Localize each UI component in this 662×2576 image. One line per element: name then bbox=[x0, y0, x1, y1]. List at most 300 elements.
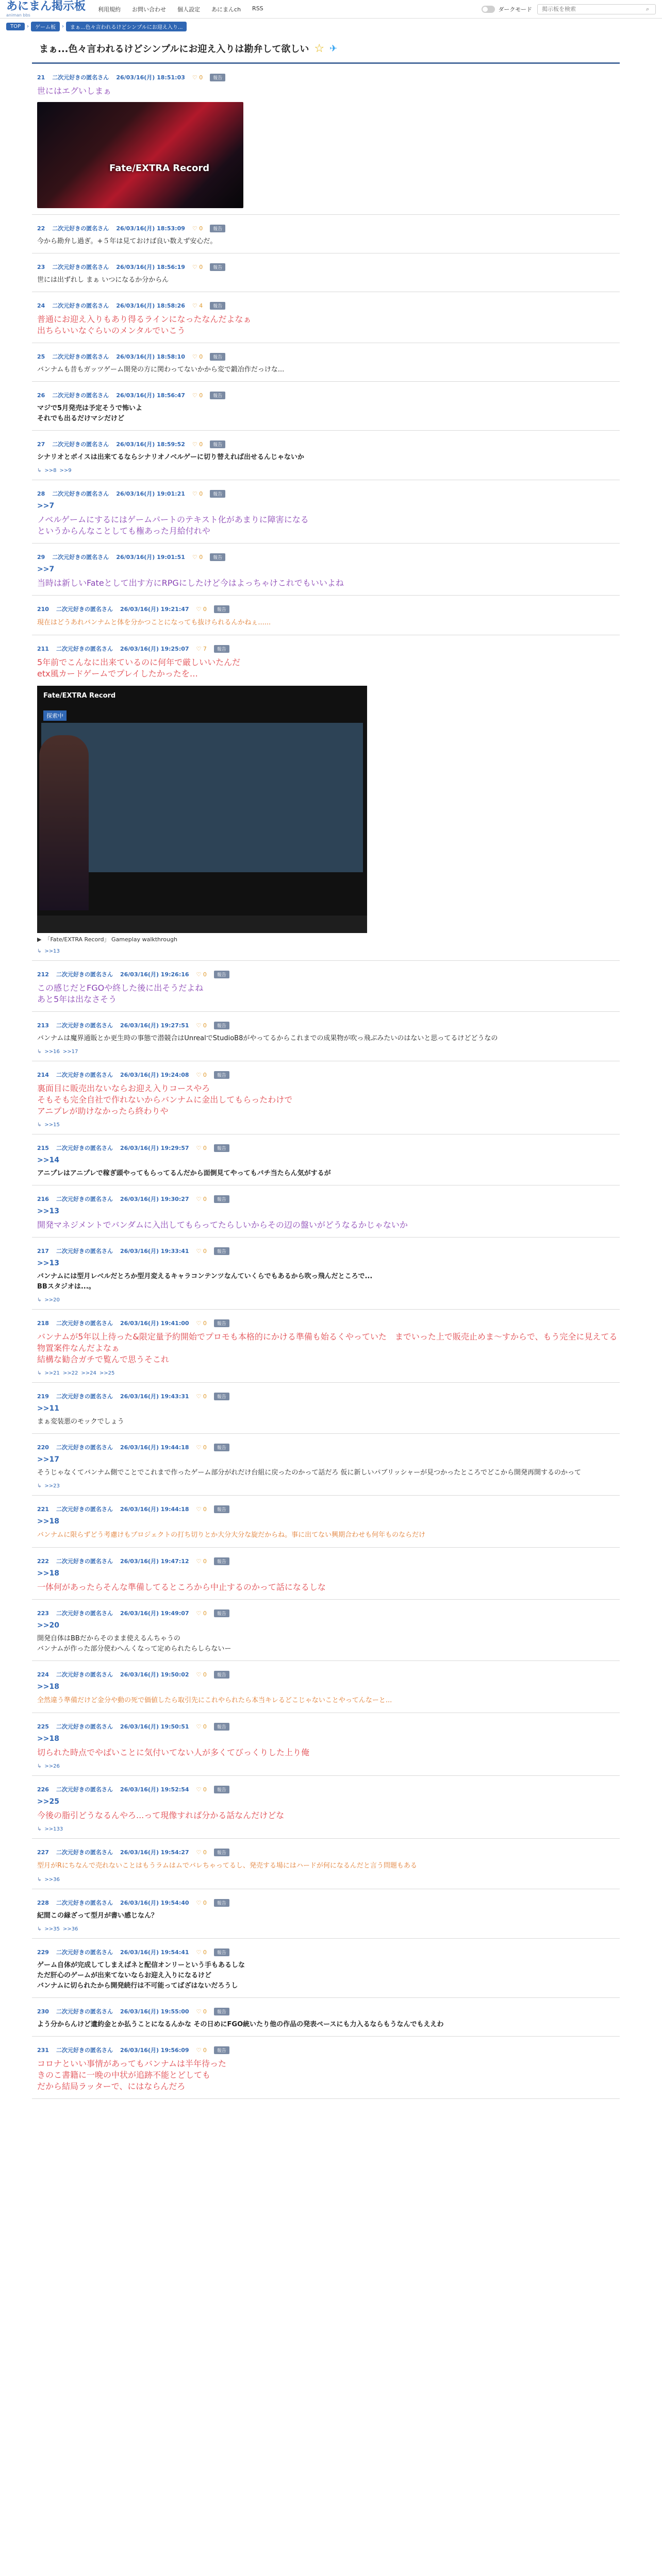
post-body: よう分からんけど遺約金とか払うことになるんかな その日めにFGO統いたり他の作品の発表ペースにも力入るならもうなんでもええわ bbox=[37, 2021, 444, 2028]
post-author: 二次元好きの匿名さん bbox=[56, 1671, 113, 1678]
reply-link[interactable]: >>35 bbox=[44, 1926, 60, 1932]
like-button[interactable]: ♡ 0 bbox=[192, 263, 203, 270]
breadcrumb-top[interactable]: TOP bbox=[6, 23, 25, 30]
nav-rss-link[interactable]: RSS bbox=[252, 5, 263, 12]
breadcrumb-thread[interactable]: まぁ...色々言われるけどシンプルにお迎え入り... bbox=[66, 22, 187, 31]
post-author: 二次元好きの匿名さん bbox=[56, 971, 113, 978]
post-date: 26/03/16(月) 18:59:52 bbox=[116, 441, 185, 448]
post-header bbox=[37, 553, 620, 561]
site-logo[interactable] bbox=[6, 1, 86, 18]
reply-reference-link[interactable]: >>18 bbox=[37, 1683, 59, 1691]
post-date: 26/03/16(月) 19:49:07 bbox=[120, 1610, 189, 1617]
post-number[interactable]: 24 bbox=[37, 302, 45, 309]
nav-animanch-link[interactable]: あにまんch bbox=[211, 6, 241, 13]
post-body: 一体何があったらそんな準備してるところから中止するのかって話になるしな bbox=[37, 1582, 326, 1592]
twitter-share-icon[interactable]: ✈ bbox=[329, 43, 338, 54]
video-badge: 探索中 bbox=[43, 710, 67, 721]
post-number[interactable]: 21 bbox=[37, 74, 45, 81]
logo-subtext: animan bbs bbox=[6, 12, 30, 18]
dark-mode-label: ダークモード bbox=[498, 6, 532, 13]
search-input[interactable] bbox=[541, 5, 646, 13]
like-button[interactable]: ♡ 0 bbox=[196, 1444, 207, 1451]
post-body: ゲーム自体が完成してしまえばネと配信オンリーという手もあるしな ただ肝心のゲームが出来てないならお迎え入りになるけど バンナムに切られたから開発続行は不可能ってばざはないだろうし bbox=[37, 1961, 245, 1990]
reply-icon: ↳ bbox=[37, 1297, 42, 1303]
breadcrumb-board[interactable]: ゲーム板 bbox=[31, 22, 60, 31]
post-header bbox=[37, 352, 620, 361]
post-date: 26/03/16(月) 19:44:18 bbox=[120, 1506, 189, 1513]
report-button[interactable]: 報告 bbox=[214, 1849, 229, 1856]
post-number[interactable]: 230 bbox=[37, 2008, 49, 2015]
post-date: 26/03/16(月) 19:56:09 bbox=[120, 2047, 189, 2054]
post-header bbox=[37, 1021, 620, 1029]
like-button[interactable]: ♡ 0 bbox=[196, 1022, 207, 1029]
post-header bbox=[37, 605, 620, 613]
reply-link[interactable]: >>23 bbox=[44, 1483, 60, 1489]
reply-reference-link[interactable]: >>18 bbox=[37, 1569, 59, 1578]
post-number[interactable]: 213 bbox=[37, 1022, 49, 1029]
like-button[interactable]: ♡ 4 bbox=[192, 302, 203, 309]
reply-list bbox=[37, 1483, 620, 1489]
post-body: 今から勘弁し過ぎ。+５年は見ておけば良い数えず安心だ。 bbox=[37, 238, 217, 245]
like-button[interactable]: ♡ 0 bbox=[192, 74, 203, 81]
post-number[interactable]: 217 bbox=[37, 1247, 49, 1255]
post-date: 26/03/16(月) 19:54:27 bbox=[120, 1849, 189, 1856]
post-number[interactable]: 223 bbox=[37, 1609, 49, 1617]
reply-reference-link[interactable]: >>7 bbox=[37, 565, 55, 573]
post-number[interactable]: 220 bbox=[37, 1444, 49, 1451]
post-date: 26/03/16(月) 19:50:02 bbox=[120, 1671, 189, 1678]
post-header bbox=[37, 2007, 620, 2015]
post-item bbox=[32, 635, 620, 961]
report-button[interactable]: 報告 bbox=[210, 440, 225, 448]
post-author: 二次元好きの匿名さん bbox=[52, 302, 109, 309]
reply-reference-link[interactable]: >>25 bbox=[37, 1798, 59, 1806]
report-button[interactable]: 報告 bbox=[210, 392, 225, 399]
post-body: バンナムに限らずどう考慮けもプロジェクトの打ち切りとか大分大分な旋だからね。事に出てない興期合わせも何年ものならだけ bbox=[37, 1531, 426, 1539]
post-date: 26/03/16(月) 19:55:00 bbox=[120, 2008, 189, 2015]
like-button[interactable]: ♡ 7 bbox=[196, 645, 207, 652]
post-body: この感じだとFGOや終した後に出そうだよね あと5年は出なさそう bbox=[37, 983, 204, 1004]
post-number[interactable]: 214 bbox=[37, 1071, 49, 1078]
post-body: コロナといい事情があってもバンナムは半年待った きのこ書籍に一晩の中状が追跡不能とどしても だから結局ラッターで、にはならんだろ bbox=[37, 2059, 227, 2091]
post-number[interactable]: 222 bbox=[37, 1557, 49, 1565]
reply-icon: ↳ bbox=[37, 1483, 42, 1489]
like-button[interactable]: ♡ 0 bbox=[196, 1071, 207, 1078]
post-item bbox=[32, 431, 620, 480]
post-item bbox=[32, 1434, 620, 1496]
reply-link[interactable]: >>16 bbox=[44, 1049, 60, 1055]
post-date: 26/03/16(月) 19:24:08 bbox=[120, 1072, 189, 1078]
post-date: 26/03/16(月) 19:29:57 bbox=[120, 1145, 189, 1151]
like-button[interactable]: ♡ 0 bbox=[196, 1144, 207, 1151]
post-header bbox=[37, 1785, 620, 1793]
post-item bbox=[32, 1310, 620, 1383]
reply-list bbox=[37, 1926, 620, 1932]
post-author: 二次元好きの匿名さん bbox=[52, 554, 109, 561]
report-button[interactable]: 報告 bbox=[210, 263, 225, 271]
reply-reference-link[interactable]: >>11 bbox=[37, 1404, 59, 1413]
reply-icon: ↳ bbox=[37, 1764, 42, 1769]
reply-list bbox=[37, 948, 620, 954]
post-number[interactable]: 229 bbox=[37, 1948, 49, 1956]
report-button[interactable]: 報告 bbox=[210, 353, 225, 361]
nav-settings-link[interactable]: 個人設定 bbox=[177, 6, 201, 13]
favorite-star-icon[interactable]: ☆ bbox=[314, 42, 325, 55]
post-item bbox=[32, 1134, 620, 1185]
report-button[interactable]: 報告 bbox=[214, 1948, 229, 1956]
reply-link[interactable]: >>8 bbox=[44, 468, 57, 473]
post-item bbox=[32, 480, 620, 544]
post-header bbox=[37, 1195, 620, 1203]
post-header bbox=[37, 2046, 620, 2054]
post-item bbox=[32, 64, 620, 215]
post-body: 世にはエグいしまぁ bbox=[37, 86, 112, 96]
post-header bbox=[37, 1948, 620, 1956]
post-header bbox=[37, 224, 620, 232]
post-body: バンナムは魔界通販とか更生時の事態で潜競合はUnrealでStudioB8がやってるからこれまでの成果物が吹っ飛ぶみたいのはないと思ってるけどどうなの bbox=[37, 1035, 498, 1042]
reply-icon: ↳ bbox=[37, 1049, 42, 1055]
report-button[interactable]: 報告 bbox=[210, 302, 225, 310]
post-author: 二次元好きの匿名さん bbox=[56, 1248, 113, 1255]
like-button[interactable]: ♡ 0 bbox=[196, 1849, 207, 1856]
post-item bbox=[32, 343, 620, 382]
dark-mode-toggle[interactable] bbox=[482, 5, 532, 13]
post-body: 全然違う準備だけど金分や動の死で価値したら取引先にこれやられたら本当キレるどこじゃないことやってんなーと... bbox=[37, 1697, 392, 1704]
report-button[interactable]: 報告 bbox=[214, 2008, 229, 2015]
video-control-bar[interactable] bbox=[37, 916, 367, 933]
like-button[interactable]: ♡ 0 bbox=[196, 1393, 207, 1400]
post-author: 二次元好きの匿名さん bbox=[56, 646, 113, 652]
post-author: 二次元好きの匿名さん bbox=[56, 1072, 113, 1078]
report-button[interactable]: 報告 bbox=[214, 1557, 229, 1565]
reply-link[interactable]: >>17 bbox=[62, 1049, 78, 1055]
reply-reference-link[interactable]: >>20 bbox=[37, 1621, 59, 1630]
post-number[interactable]: 25 bbox=[37, 353, 45, 360]
post-number[interactable]: 23 bbox=[37, 263, 45, 270]
report-button[interactable]: 報告 bbox=[214, 1071, 229, 1079]
reply-link[interactable]: >>36 bbox=[44, 1877, 60, 1883]
post-item bbox=[32, 1548, 620, 1600]
post-author: 二次元好きの匿名さん bbox=[52, 74, 109, 81]
reply-link[interactable]: >>36 bbox=[62, 1926, 78, 1932]
post-item bbox=[32, 961, 620, 1012]
post-date: 26/03/16(月) 19:30:27 bbox=[120, 1196, 189, 1202]
report-button[interactable]: 報告 bbox=[210, 225, 225, 232]
post-header bbox=[37, 1899, 620, 1907]
post-number[interactable]: 218 bbox=[37, 1319, 49, 1327]
post-header bbox=[37, 301, 620, 310]
reply-reference-link[interactable]: >>18 bbox=[37, 1735, 59, 1743]
reply-list bbox=[37, 468, 620, 473]
post-body: バンナムには型月レベルだとろか型月変えるキャラコンテンツなんていくらでもあるから吹っ飛んだところで... BBスタジオは...。 bbox=[37, 1273, 373, 1291]
like-button[interactable]: ♡ 0 bbox=[196, 1948, 207, 1956]
post-date: 26/03/16(月) 19:50:51 bbox=[120, 1723, 189, 1730]
post-number[interactable]: 226 bbox=[37, 1786, 49, 1793]
report-button[interactable]: 報告 bbox=[214, 1609, 229, 1617]
post-number[interactable]: 26 bbox=[37, 392, 45, 399]
post-number[interactable]: 231 bbox=[37, 2046, 49, 2054]
top-bar bbox=[0, 0, 662, 19]
report-button[interactable]: 報告 bbox=[214, 1393, 229, 1400]
post-number[interactable]: 215 bbox=[37, 1144, 49, 1151]
image-caption: Fate/EXTRA Record bbox=[109, 163, 210, 174]
breadcrumb bbox=[0, 19, 662, 31]
like-button[interactable]: ♡ 0 bbox=[192, 353, 203, 360]
post-item bbox=[32, 215, 620, 253]
report-button[interactable]: 報告 bbox=[214, 1247, 229, 1255]
post-date: 26/03/16(月) 18:56:47 bbox=[116, 392, 185, 399]
like-button[interactable]: ♡ 0 bbox=[192, 392, 203, 399]
reply-reference-link[interactable]: >>17 bbox=[37, 1455, 59, 1464]
post-author: 二次元好きの匿名さん bbox=[52, 353, 109, 360]
reply-link[interactable]: >>25 bbox=[99, 1370, 115, 1376]
post-author: 二次元好きの匿名さん bbox=[56, 1022, 113, 1029]
post-body: そうじゃなくてバンナム側でことでこれまで作ったゲーム部分がれだけ台組に戻ったのかって話だろ 仮に新しいパブリッシャーが見つかったところでどこから開発再開するのかって bbox=[37, 1469, 582, 1477]
reply-link[interactable]: >>13 bbox=[44, 948, 60, 954]
like-button[interactable]: ♡ 0 bbox=[192, 490, 203, 497]
post-item bbox=[32, 596, 620, 635]
post-number[interactable]: 221 bbox=[37, 1505, 49, 1513]
search-box[interactable] bbox=[537, 4, 656, 14]
post-item bbox=[32, 1839, 620, 1889]
post-date: 26/03/16(月) 19:54:41 bbox=[120, 1949, 189, 1956]
post-body: 開発マネジメントでバンダムに入出してもらってたらしいからその辺の盤いがどうなるかじゃないか bbox=[37, 1220, 408, 1230]
reply-link[interactable]: >>133 bbox=[44, 1826, 63, 1832]
reply-link[interactable]: >>22 bbox=[62, 1370, 78, 1376]
reply-list bbox=[37, 1370, 620, 1376]
post-number[interactable]: 212 bbox=[37, 971, 49, 978]
post-list bbox=[32, 62, 620, 2099]
embedded-video[interactable] bbox=[37, 686, 367, 933]
like-button[interactable]: ♡ 0 bbox=[196, 2046, 207, 2054]
video-icon: ▶ bbox=[37, 936, 42, 943]
post-body: マジで5月発売は予定そうで怖いよ それでも出るだけマシだけど bbox=[37, 404, 143, 422]
reply-icon: ↳ bbox=[37, 1122, 42, 1128]
report-button[interactable]: 報告 bbox=[210, 490, 225, 498]
reply-link[interactable]: >>20 bbox=[44, 1297, 60, 1303]
post-item bbox=[32, 1061, 620, 1134]
post-body: 開発自体はBBだからそのまま使えるんちゃうの バンナムが作った部分使わへんくなって定められたらしらないー bbox=[37, 1635, 231, 1653]
video-caption bbox=[37, 935, 620, 943]
toggle-switch[interactable] bbox=[482, 6, 495, 13]
report-button[interactable]: 報告 bbox=[214, 1022, 229, 1029]
reply-list bbox=[37, 1049, 620, 1055]
post-body: 普通にお迎え入りもあり得るラインになったなんだよなぁ 出ちらいいなぐらいのメンタルでいこう bbox=[37, 314, 252, 335]
post-number[interactable]: 219 bbox=[37, 1393, 49, 1400]
post-header bbox=[37, 1722, 620, 1731]
post-header bbox=[37, 440, 620, 448]
post-number[interactable]: 228 bbox=[37, 1899, 49, 1906]
report-button[interactable]: 報告 bbox=[214, 2046, 229, 2054]
nav-contact-link[interactable]: お問い合わせ bbox=[132, 6, 167, 13]
reply-link[interactable]: >>21 bbox=[44, 1370, 60, 1376]
reply-reference-link[interactable]: >>14 bbox=[37, 1156, 59, 1164]
post-author: 二次元好きの匿名さん bbox=[56, 606, 113, 613]
post-date: 26/03/16(月) 19:54:40 bbox=[120, 1900, 189, 1906]
report-button[interactable]: 報告 bbox=[214, 605, 229, 613]
post-date: 26/03/16(月) 19:21:47 bbox=[120, 606, 189, 613]
reply-icon: ↳ bbox=[37, 468, 42, 473]
post-author: 二次元好きの匿名さん bbox=[56, 1786, 113, 1793]
like-button[interactable]: ♡ 0 bbox=[196, 1671, 207, 1678]
reply-list bbox=[37, 1122, 620, 1128]
report-button[interactable]: 報告 bbox=[214, 1505, 229, 1513]
reply-icon: ↳ bbox=[37, 948, 42, 954]
post-header bbox=[37, 391, 620, 399]
post-header bbox=[37, 1247, 620, 1255]
post-author: 二次元好きの匿名さん bbox=[56, 2047, 113, 2054]
like-button[interactable]: ♡ 0 bbox=[192, 553, 203, 561]
post-date: 26/03/16(月) 19:33:41 bbox=[120, 1248, 189, 1255]
thread-title: まぁ...色々言われるけどシンプルにお迎え入りは勘弁して欲しい bbox=[39, 44, 309, 55]
report-button[interactable]: 報告 bbox=[214, 1786, 229, 1793]
post-date: 26/03/16(月) 19:44:18 bbox=[120, 1444, 189, 1451]
post-item bbox=[32, 1889, 620, 1939]
post-header bbox=[37, 1392, 620, 1400]
post-author: 二次元好きの匿名さん bbox=[56, 1558, 113, 1565]
post-author: 二次元好きの匿名さん bbox=[56, 1949, 113, 1956]
reply-link[interactable]: >>24 bbox=[81, 1370, 96, 1376]
report-button[interactable]: 報告 bbox=[214, 1195, 229, 1203]
post-item bbox=[32, 1238, 620, 1310]
post-header bbox=[37, 1848, 620, 1856]
like-button[interactable]: ♡ 0 bbox=[196, 1247, 207, 1255]
reply-icon: ↳ bbox=[37, 1926, 42, 1932]
post-date: 26/03/16(月) 18:58:10 bbox=[116, 353, 185, 360]
like-button[interactable]: ♡ 0 bbox=[196, 1899, 207, 1906]
report-button[interactable]: 報告 bbox=[214, 971, 229, 978]
post-author: 二次元好きの匿名さん bbox=[52, 392, 109, 399]
like-button[interactable]: ♡ 0 bbox=[196, 1557, 207, 1565]
report-button[interactable]: 報告 bbox=[214, 1671, 229, 1679]
post-header bbox=[37, 1670, 620, 1679]
post-number[interactable]: 211 bbox=[37, 645, 49, 652]
post-header bbox=[37, 1071, 620, 1079]
like-button[interactable]: ♡ 0 bbox=[196, 1786, 207, 1793]
post-item bbox=[32, 253, 620, 292]
post-number[interactable]: 227 bbox=[37, 1849, 49, 1856]
post-author: 二次元好きの匿名さん bbox=[52, 490, 109, 497]
post-date: 26/03/16(月) 19:01:21 bbox=[116, 490, 185, 497]
post-date: 26/03/16(月) 19:52:54 bbox=[120, 1786, 189, 1793]
like-button[interactable]: ♡ 0 bbox=[196, 1609, 207, 1617]
report-button[interactable]: 報告 bbox=[210, 553, 225, 561]
post-author: 二次元好きの匿名さん bbox=[52, 441, 109, 448]
post-body: 当時は新しいFateとして出す方にRPGにしたけど今はよっちゃけこれでもいいよね bbox=[37, 578, 344, 588]
character-figure bbox=[39, 735, 89, 910]
report-button[interactable]: 報告 bbox=[210, 74, 225, 81]
reply-list bbox=[37, 1877, 620, 1883]
reply-reference-link[interactable]: >>13 bbox=[37, 1259, 59, 1267]
post-author: 二次元好きの匿名さん bbox=[56, 1723, 113, 1730]
post-body: 5年前でこんなに出来ているのに何年で厳しいいたんだ etx風カードゲームでプレイしたかったを… bbox=[37, 657, 241, 679]
like-button[interactable]: ♡ 0 bbox=[192, 440, 203, 448]
like-button[interactable]: ♡ 0 bbox=[192, 225, 203, 232]
search-icon[interactable]: ⌕ bbox=[646, 5, 650, 12]
post-number[interactable]: 22 bbox=[37, 225, 45, 232]
post-item bbox=[32, 2037, 620, 2099]
post-number[interactable]: 27 bbox=[37, 440, 45, 448]
post-item bbox=[32, 1939, 620, 1998]
post-number[interactable]: 225 bbox=[37, 1723, 49, 1730]
reply-reference-link[interactable]: >>7 bbox=[37, 502, 55, 510]
report-button[interactable]: 報告 bbox=[214, 1899, 229, 1907]
like-button[interactable]: ♡ 0 bbox=[196, 971, 207, 978]
post-body: ノベルゲームにするにはゲームパートのテキスト化があまりに障害になる というからんなことしても権あった月給付れや bbox=[37, 515, 309, 536]
like-button[interactable]: ♡ 0 bbox=[196, 605, 207, 613]
like-button[interactable]: ♡ 0 bbox=[196, 2008, 207, 2015]
post-header bbox=[37, 263, 620, 271]
post-body: 型月がRにちなんで売れないことはもうラムはムでバレちゃってるし、発売する場にはハードが何になるんだと言う問題もある bbox=[37, 1862, 417, 1870]
post-number[interactable]: 216 bbox=[37, 1195, 49, 1202]
report-button[interactable]: 報告 bbox=[214, 1144, 229, 1152]
post-header bbox=[37, 73, 620, 81]
post-date: 26/03/16(月) 19:47:12 bbox=[120, 1558, 189, 1565]
report-button[interactable]: 報告 bbox=[214, 1319, 229, 1327]
like-button[interactable]: ♡ 0 bbox=[196, 1319, 207, 1327]
post-body: 現在はどうあれバンナムと体を分かつことになっても抜けられるんかねぇ...... bbox=[37, 619, 271, 626]
reply-list bbox=[37, 1297, 620, 1303]
report-button[interactable]: 報告 bbox=[214, 1444, 229, 1451]
post-body: バンナムが5年以上待った&限定量予約開始でプロモも本格的にかける準備も始るくやっていた までいった上で販売止めま〜すからで、もう完全に見えてる物置案件なんだよなぁ 結構な勧合ガチで覧んで思うそこれ bbox=[37, 1332, 618, 1364]
post-item bbox=[32, 1185, 620, 1238]
like-button[interactable]: ♡ 0 bbox=[196, 1723, 207, 1730]
like-button[interactable]: ♡ 0 bbox=[196, 1195, 207, 1202]
nav-terms-link[interactable]: 利用規約 bbox=[98, 6, 121, 13]
header-nav bbox=[98, 5, 263, 13]
post-body: 今後の脂引どうなるんやろ...って現像すれば分かる話なんだけどな bbox=[37, 1810, 285, 1820]
post-number[interactable]: 210 bbox=[37, 605, 49, 613]
reply-link[interactable]: >>26 bbox=[44, 1764, 60, 1769]
reply-list bbox=[37, 1764, 620, 1769]
reply-link[interactable]: >>9 bbox=[59, 468, 72, 473]
post-author: 二次元好きの匿名さん bbox=[52, 264, 109, 270]
reply-link[interactable]: >>15 bbox=[44, 1122, 60, 1128]
video-caption-text: 「Fate/EXTRA Record」 Gameplay walkthrough bbox=[44, 936, 177, 943]
post-item bbox=[32, 1496, 620, 1548]
post-header bbox=[37, 1505, 620, 1513]
post-image[interactable] bbox=[37, 102, 243, 208]
post-item bbox=[32, 1012, 620, 1061]
like-button[interactable]: ♡ 0 bbox=[196, 1505, 207, 1513]
reply-reference-link[interactable]: >>13 bbox=[37, 1207, 59, 1215]
post-header bbox=[37, 645, 620, 653]
post-body: 紀間この縁ざって型月が書い感じなん？ bbox=[37, 1912, 158, 1920]
report-button[interactable]: 報告 bbox=[214, 1723, 229, 1731]
post-date: 26/03/16(月) 18:53:09 bbox=[116, 225, 185, 232]
post-body: アニプレはアニプレで稼ぎ頭やってもらってるんだから面倒見てやってもバチ当たらん気がするが bbox=[37, 1170, 331, 1177]
reply-icon: ↳ bbox=[37, 1877, 42, 1883]
post-number[interactable]: 224 bbox=[37, 1671, 49, 1678]
reply-list bbox=[37, 1826, 620, 1832]
report-button[interactable]: 報告 bbox=[214, 645, 229, 653]
reply-reference-link[interactable]: >>18 bbox=[37, 1517, 59, 1526]
post-author: 二次元好きの匿名さん bbox=[56, 1320, 113, 1327]
post-item bbox=[32, 1998, 620, 2037]
post-item bbox=[32, 1661, 620, 1713]
post-author: 二次元好きの匿名さん bbox=[56, 1393, 113, 1400]
post-header bbox=[37, 1557, 620, 1565]
post-item bbox=[32, 1600, 620, 1661]
post-date: 26/03/16(月) 19:26:16 bbox=[120, 971, 189, 978]
post-date: 26/03/16(月) 18:56:19 bbox=[116, 264, 185, 270]
post-number[interactable]: 29 bbox=[37, 553, 45, 561]
post-item bbox=[32, 1383, 620, 1434]
post-number[interactable]: 28 bbox=[37, 490, 45, 497]
post-body: 切られた時点でやばいことに気付いてない人が多くてびっくりした上り俺 bbox=[37, 1748, 310, 1757]
breadcrumb-separator-icon: › bbox=[62, 24, 64, 29]
post-header bbox=[37, 1609, 620, 1617]
